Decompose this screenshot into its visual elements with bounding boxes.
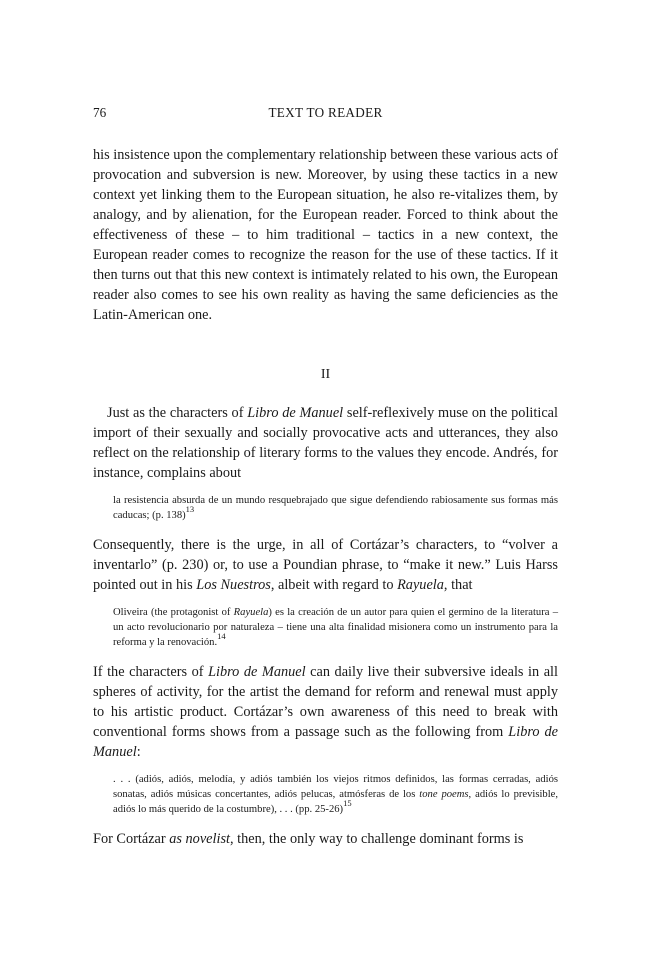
quote-text: Oliveira (the protagonist of xyxy=(113,607,234,618)
footnote-ref: 13 xyxy=(185,504,195,515)
italic-title: Libro de Manuel xyxy=(247,405,344,421)
quote-text: , adiós lo previsible, adiós lo más querido de la costumbre), . . . (pp. 25-26) xyxy=(113,789,559,815)
paragraph-2 xyxy=(93,403,558,483)
italic-title: Rayuela xyxy=(233,607,269,618)
quote-text: ) es la creación de un autor para quien el germino de la literatura – un acto revolucionario por naturaleza – tiene una alta finalidad misionera como un instrumento para la reforma y la renovación. xyxy=(113,607,558,648)
section-heading: II xyxy=(320,367,331,382)
block-quote-2 xyxy=(113,605,558,650)
text-run: Consequently, there is the urge, in all of Cortázar’s characters, to “volver a inventarlo” (p. 230) or, to use a Poundian phrase, to “make it new.” Luis Harss pointed out in his xyxy=(93,537,558,593)
italic-phrase: as novelist xyxy=(169,831,230,847)
quote-text: la resistencia absurda de un mundo resquebrajado que sigue defendiendo rabiosamente sus formas más caducas; (p. 138) xyxy=(113,495,558,521)
text-run: , then, the only way to challenge dominant forms is xyxy=(230,831,524,847)
italic-title: Libro de Manuel xyxy=(208,664,306,680)
text-run: : xyxy=(136,744,141,760)
book-page xyxy=(93,105,558,849)
italic-title: Los Nuestros xyxy=(196,577,271,593)
text-run: Just as the characters of xyxy=(107,405,248,421)
block-quote-1 xyxy=(113,493,558,523)
paragraph-1: his insistence upon the complementary relationship between these various acts of provocation and subversion is new. Moreover, by using these tactics in a new context yet linking them to the European situation, he also re-vitalizes them, by analogy, and by alienation, for the European reader. Forced to think about the effectiveness of these – to him traditional – tactics in a new context, the European reader comes to recognize the reason for the use of these tactics. If it then turns out that this new context is intimately related to his own, the European reader also comes to see his own reality as having the same deficiencies as the Latin-American one. xyxy=(93,147,558,323)
running-head: TEXT TO READER xyxy=(268,105,383,120)
italic-phrase: tone poems xyxy=(419,789,469,800)
footnote-ref: 15 xyxy=(343,798,352,809)
paragraph-3 xyxy=(93,535,558,595)
italic-title: Libro de Manuel xyxy=(93,724,558,760)
text-run: , albeit with regard to xyxy=(270,577,398,593)
text-run: self-reflexively muse on the political import of their sexually and socially provocative acts and utterances, they also reflect on the relationship of literary forms to the values they encode. Andrés, for instance, complains about xyxy=(93,405,558,481)
block-quote-3 xyxy=(113,772,558,817)
text-run: For Cortázar xyxy=(93,831,170,847)
paragraph-5 xyxy=(93,829,558,849)
page-header xyxy=(93,105,558,127)
text-run: , that xyxy=(443,577,473,593)
quote-text: . . . (adiós, adiós, melodía, y adiós también los viejos ritmos definidos, las formas cerradas, adiós sonatas, adiós músicas concertantes, adiós pelucas, atmósferas de los xyxy=(113,774,558,800)
text-run: can daily live their subversive ideals in all spheres of activity, for the artist the demand for reform and renewal must apply to his artistic product. Cortázar’s own awareness of this need to break with conventional forms shows from a passage such as the following from xyxy=(93,664,558,740)
italic-title: Rayuela xyxy=(397,577,444,593)
text-run: If the characters of xyxy=(93,664,209,680)
paragraph-4 xyxy=(93,662,558,762)
footnote-ref: 14 xyxy=(217,631,226,642)
page-number: 76 xyxy=(93,105,107,120)
